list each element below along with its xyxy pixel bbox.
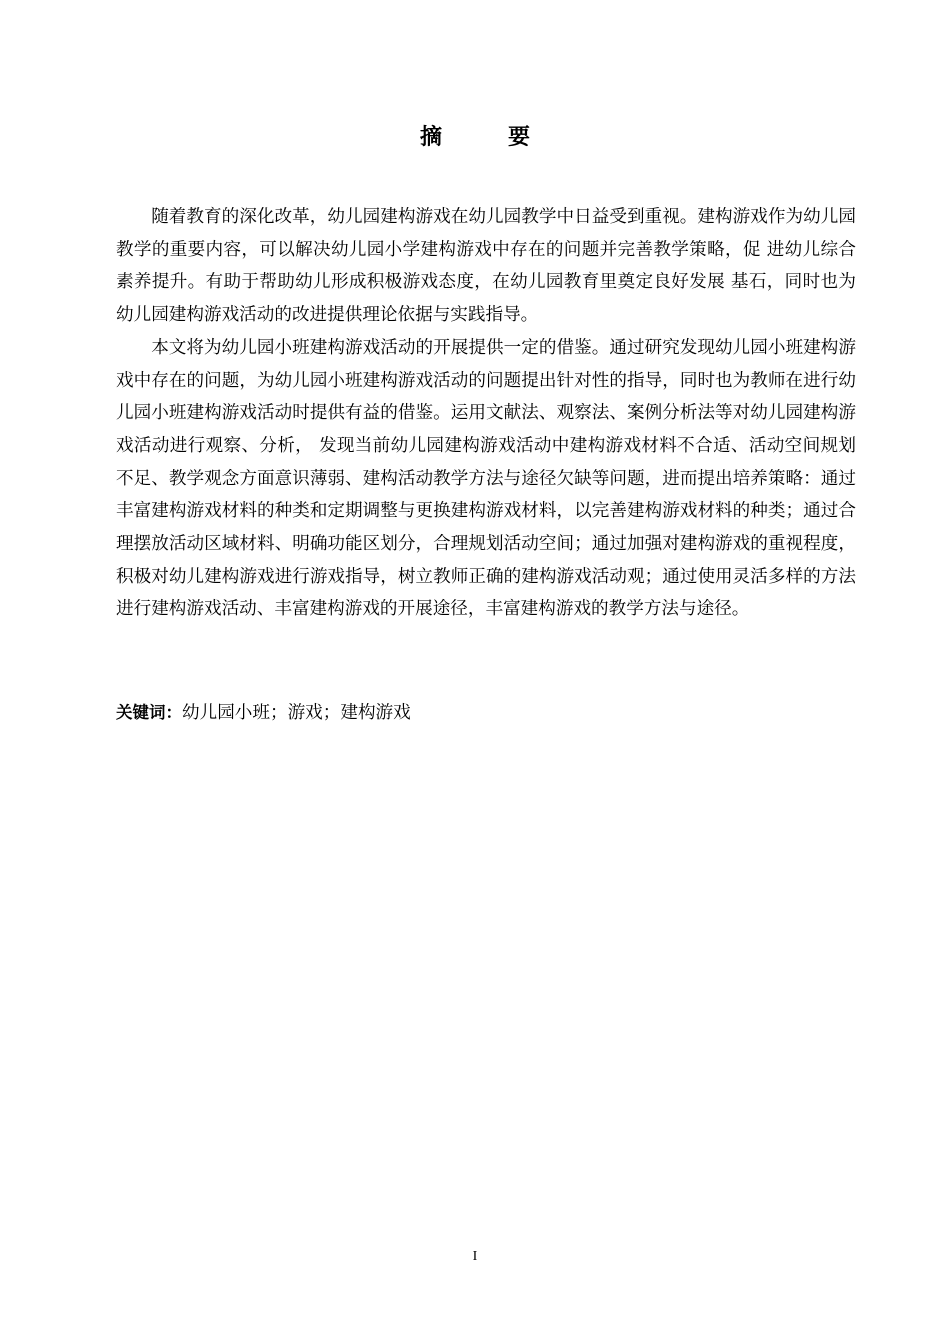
- page-title: 摘 要: [419, 125, 552, 150]
- keywords-line: [116, 699, 856, 727]
- keywords-label: 关键词：: [116, 703, 182, 722]
- keywords-value: 幼儿园小班；游戏；建构游戏: [182, 703, 411, 723]
- abstract-paragraph-2: 本文将为幼儿园小班建构游戏活动的开展提供一定的借鉴。通过研究发现幼儿园小班建构游戏中存在的问题，为幼儿园小班建构游戏活动的问题提出针对性的指导，同时也为教师在进行幼儿园小班建构游戏活动时提供有益的借鉴。运用文献法、观察法、案例分析法等对幼儿园建构游戏活动进行观察、分析， 发现当前幼儿园建构游戏活动中建构游戏材料不合适、活动空间规划不足、教学观念方面意识薄弱、建构活动教学方法与途径欠缺等问题，进而提出培养策略：通过丰富建构游戏材料的种类和定期调整与更换建构游戏材料，以完善建构游戏材料的种类；通过合理摆放活动区域材料、明确功能区划分，合理规划活动空间；通过加强对建构游戏的重视程度，积极对幼儿建构游戏进行游戏指导，树立教师正确的建构游戏活动观；通过使用灵活多样的方法进行建构游戏活动、丰富建构游戏的开展途径，丰富建构游戏的教学方法与途径。: [116, 337, 856, 620]
- abstract-body: [116, 201, 856, 626]
- abstract-paragraph-1: 随着教育的深化改革，幼儿园建构游戏在幼儿园教学中日益受到重视。建构游戏作为幼儿园教学的重要内容，可以解决幼儿园小学建构游戏中存在的问题并完善教学策略，促 进幼儿综合素养提升。有助于帮助幼儿形成积极游戏态度，在幼儿园教育里奠定良好发展 基石，同时也为幼儿园建构游戏活动的改进提供理论依据与实践指导。: [116, 207, 856, 326]
- page-number: I: [472, 1249, 478, 1264]
